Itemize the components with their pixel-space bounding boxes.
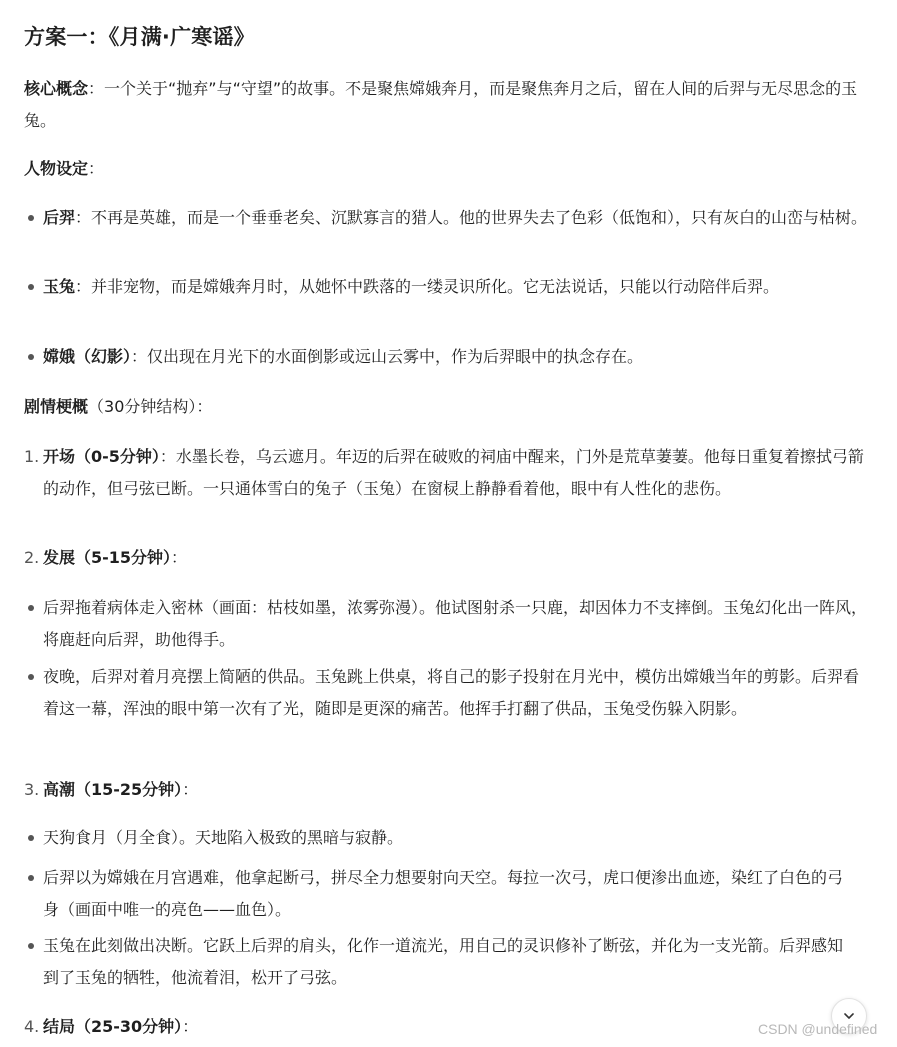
plot-bullet-text: 后羿以为嫦娥在月宫遇难，他拿起断弓，拼尽全力想要射向天空。每拉一次弓，虎口便渗出血迹，染红了白色的弓身（画面中唯一的亮色——血色）。 xyxy=(43,868,844,919)
section-text: ：水墨长卷，乌云遮月。年迈的后羿在破败的祠庙中醒来，门外是荒草萋萋。他每日重复着擦拭弓箭的动作，但弓弦已断。一只通体雪白的兔子（玉兔）在窗棂上静静看着他，眼中有人性化的悲伤。 xyxy=(43,447,864,498)
plot-heading xyxy=(24,391,872,423)
page-title: 方案一：《月满·广寒谣》 xyxy=(24,25,255,49)
section-text: ： xyxy=(171,548,188,567)
plot-section-2 xyxy=(24,542,872,574)
section-number: 1. xyxy=(24,447,40,466)
plot-bullet-text: 后羿拖着病体走入密林（画面：枯枝如墨，浓雾弥漫）。他试图射杀一只鹿，却因体力不支摔倒。玉兔幻化出一阵风，将鹿赶向后羿，助他得手。 xyxy=(43,598,868,649)
section-title: 结局（25-30分钟） xyxy=(43,1017,183,1036)
bullet-icon xyxy=(28,284,34,290)
characters-heading xyxy=(24,153,872,185)
bullet-icon xyxy=(28,215,34,221)
plot-heading-label: 剧情梗概 xyxy=(24,397,89,416)
section-text: ： xyxy=(182,1017,199,1036)
watermark: CSDN @undefined xyxy=(758,1021,878,1037)
character-name: 后羿 xyxy=(43,208,76,227)
list-item xyxy=(24,271,872,303)
bullet-icon xyxy=(28,875,34,881)
core-concept-label: 核心概念 xyxy=(24,79,89,98)
character-description: ：不再是英雄，而是一个垂垂老矣、沉默寡言的猎人。他的世界失去了色彩（低饱和），只有灰白的山峦与枯树。 xyxy=(75,208,868,227)
list-item xyxy=(24,822,872,854)
list-item xyxy=(24,592,872,656)
plot-section-4 xyxy=(24,1011,872,1043)
bullet-icon xyxy=(28,835,34,841)
character-name: 嫦娥（幻影） xyxy=(43,347,132,366)
plot-section-1 xyxy=(24,441,872,505)
section-number: 2. xyxy=(24,548,40,567)
section-title: 高潮（15-25分钟） xyxy=(43,780,183,799)
bullet-icon xyxy=(28,943,34,949)
bullet-icon xyxy=(28,354,34,360)
section-number: 3. xyxy=(24,780,40,799)
list-item xyxy=(24,341,872,373)
section-number: 4. xyxy=(24,1017,40,1036)
core-concept-paragraph xyxy=(24,73,872,137)
character-description: ：并非宠物，而是嫦娥奔月时，从她怀中跌落的一缕灵识所化。它无法说话，只能以行动陪伴后羿。 xyxy=(75,277,780,296)
plot-heading-suffix: （30分钟结构）： xyxy=(88,397,213,416)
bullet-icon xyxy=(28,674,34,680)
characters-heading-label: 人物设定 xyxy=(24,159,89,178)
list-item xyxy=(24,930,872,994)
characters-heading-suffix: ： xyxy=(88,159,105,178)
plot-bullet-text: 夜晚，后羿对着月亮摆上简陋的供品。玉兔跳上供桌，将自己的影子投射在月光中，模仿出嫦娥当年的剪影。后羿看着这一幕，浑浊的眼中第一次有了光，随即是更深的痛苦。他挥手打翻了供品，玉兔受伤躲入阴影。 xyxy=(43,667,860,718)
bullet-icon xyxy=(28,605,34,611)
core-concept-text: ：一个关于“抛弃”与“守望”的故事。不是聚焦嫦娥奔月，而是聚焦奔月之后，留在人间的后羿与无尽思念的玉兔。 xyxy=(24,79,858,130)
section-title: 开场（0-5分钟） xyxy=(43,447,160,466)
character-description: ：仅出现在月光下的水面倒影或远山云雾中，作为后羿眼中的执念存在。 xyxy=(131,347,644,366)
list-item xyxy=(24,202,872,234)
list-item xyxy=(24,862,872,926)
section-title: 发展（5-15分钟） xyxy=(43,548,172,567)
plot-bullet-text: 天狗食月（月全食）。天地陷入极致的黑暗与寂静。 xyxy=(43,828,404,847)
section-text: ： xyxy=(182,780,199,799)
character-name: 玉兔 xyxy=(43,277,76,296)
plot-bullet-text: 玉兔在此刻做出决断。它跃上后羿的肩头，化作一道流光，用自己的灵识修补了断弦，并化为一支光箭。后羿感知到了玉兔的牺牲，他流着泪，松开了弓弦。 xyxy=(43,936,844,987)
plot-section-3 xyxy=(24,774,872,806)
list-item xyxy=(24,661,872,725)
